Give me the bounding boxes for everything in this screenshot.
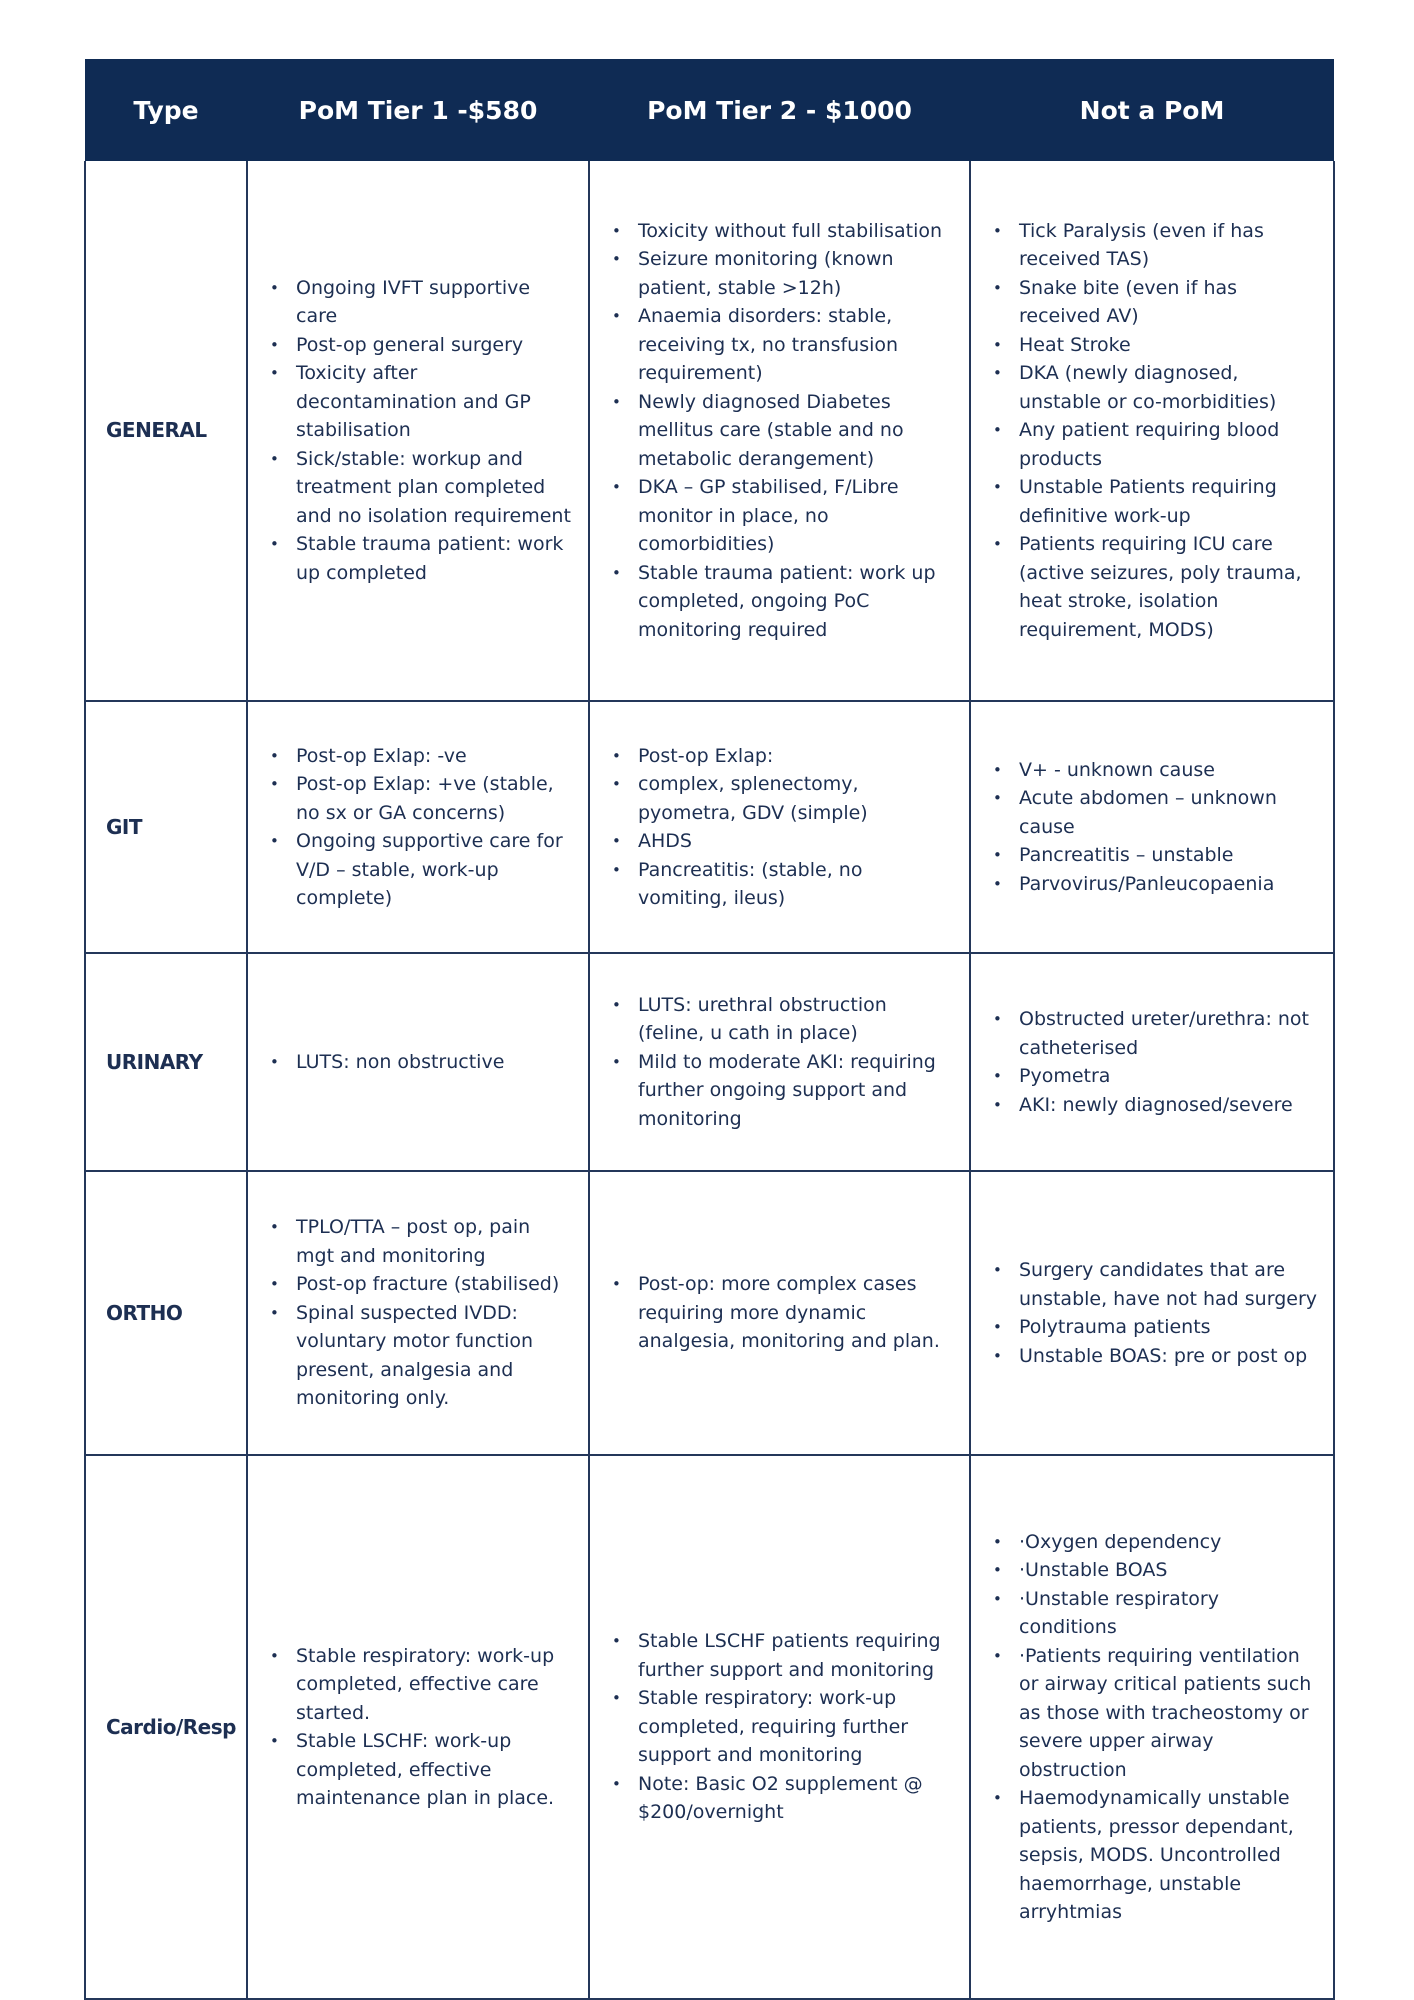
not-pom-cell bbox=[970, 701, 1334, 953]
bullet-list bbox=[993, 1005, 1319, 1119]
bullet-list bbox=[993, 1528, 1319, 1927]
row-type-label: GIT bbox=[85, 701, 247, 953]
list-item: • Unstable Patients requiring definitive work-up bbox=[993, 473, 1319, 530]
list-item: • DKA (newly diagnosed, unstable or co-morbidities) bbox=[993, 359, 1319, 416]
list-item: • Snake bite (even if has received AV) bbox=[993, 274, 1319, 331]
bullet-list bbox=[612, 217, 955, 645]
header-tier-1: PoM Tier 1 -$580 bbox=[247, 59, 589, 161]
not-pom-cell bbox=[970, 161, 1334, 701]
list-item: • Sick/stable: workup and treatment plan completed and no isolation requirement bbox=[270, 445, 574, 531]
list-item: • Patients requiring ICU care (active seizures, poly trauma, heat stroke, isolation requirement, MODS) bbox=[993, 530, 1319, 644]
list-item: • Pyometra bbox=[993, 1062, 1319, 1091]
list-item: • Stable trauma patient: work up completed bbox=[270, 530, 574, 587]
list-item: • LUTS: urethral obstruction (feline, u cath in place) bbox=[612, 991, 955, 1048]
list-item: • Post-op Exlap: +ve (stable, no sx or GA concerns) bbox=[270, 770, 574, 827]
list-item: • ·Oxygen dependency bbox=[993, 1528, 1319, 1557]
list-item: • Tick Paralysis (even if has received TAS) bbox=[993, 217, 1319, 274]
tier-2-cell bbox=[589, 1455, 970, 1999]
list-item: • complex, splenectomy, pyometra, GDV (simple) bbox=[612, 770, 955, 827]
list-item: • Heat Stroke bbox=[993, 331, 1319, 360]
bullet-list bbox=[612, 1627, 955, 1827]
list-item: • Surgery candidates that are unstable, have not had surgery bbox=[993, 1256, 1319, 1313]
bullet-list bbox=[270, 1642, 574, 1813]
table-row bbox=[85, 1455, 1334, 1999]
bullet-list bbox=[993, 217, 1319, 645]
list-item: • Post-op Exlap: -ve bbox=[270, 742, 574, 771]
row-type-label: URINARY bbox=[85, 953, 247, 1171]
table-row bbox=[85, 953, 1334, 1171]
row-type-label: GENERAL bbox=[85, 161, 247, 701]
list-item: • Unstable BOAS: pre or post op bbox=[993, 1342, 1319, 1371]
list-item: • Mild to moderate AKI: requiring further ongoing support and monitoring bbox=[612, 1048, 955, 1134]
tier-1-cell bbox=[247, 701, 589, 953]
row-type-label: ORTHO bbox=[85, 1171, 247, 1455]
list-item: • Stable LSCHF: work-up completed, effective maintenance plan in place. bbox=[270, 1727, 574, 1813]
list-item: • LUTS: non obstructive bbox=[270, 1048, 574, 1077]
tier-1-cell bbox=[247, 953, 589, 1171]
list-item: • Any patient requiring blood products bbox=[993, 416, 1319, 473]
list-item: • V+ - unknown cause bbox=[993, 756, 1319, 785]
table-row bbox=[85, 161, 1334, 701]
header-tier-2: PoM Tier 2 - $1000 bbox=[589, 59, 970, 161]
list-item: • Ongoing supportive care for V/D – stable, work-up complete) bbox=[270, 827, 574, 913]
list-item: • Haemodynamically unstable patients, pressor dependant, sepsis, MODS. Uncontrolled haemorrhage, unstable arryhtmias bbox=[993, 1784, 1319, 1927]
list-item: • Toxicity after decontamination and GP stabilisation bbox=[270, 359, 574, 445]
list-item: • Parvovirus/Panleucopaenia bbox=[993, 870, 1319, 899]
list-item: • Post-op fracture (stabilised) bbox=[270, 1270, 574, 1299]
list-item: • Newly diagnosed Diabetes mellitus care (stable and no metabolic derangement) bbox=[612, 388, 955, 474]
list-item: • Ongoing IVFT supportive care bbox=[270, 274, 574, 331]
bullet-list bbox=[612, 742, 955, 913]
list-item: • DKA – GP stabilised, F/Libre monitor in place, no comorbidities) bbox=[612, 473, 955, 559]
list-item: • Post-op: more complex cases requiring more dynamic analgesia, monitoring and plan. bbox=[612, 1270, 955, 1356]
tier-1-cell bbox=[247, 1455, 589, 1999]
table-header-row bbox=[85, 59, 1334, 161]
pom-tier-table bbox=[84, 59, 1335, 2000]
not-pom-cell bbox=[970, 953, 1334, 1171]
header-not-pom: Not a PoM bbox=[970, 59, 1334, 161]
list-item: • Pancreatitis: (stable, no vomiting, ileus) bbox=[612, 856, 955, 913]
list-item: • Polytrauma patients bbox=[993, 1313, 1319, 1342]
list-item: • Pancreatitis – unstable bbox=[993, 841, 1319, 870]
table-row bbox=[85, 1171, 1334, 1455]
bullet-list bbox=[993, 756, 1319, 899]
list-item: • Toxicity without full stabilisation bbox=[612, 217, 955, 246]
header-type: Type bbox=[85, 59, 247, 161]
tier-2-cell bbox=[589, 1171, 970, 1455]
bullet-list bbox=[270, 274, 574, 588]
list-item: • TPLO/TTA – post op, pain mgt and monitoring bbox=[270, 1213, 574, 1270]
bullet-list bbox=[612, 1270, 955, 1356]
tier-2-cell bbox=[589, 953, 970, 1171]
list-item: • ·Patients requiring ventilation or airway critical patients such as those with tracheostomy or severe upper airway obstruction bbox=[993, 1642, 1319, 1785]
list-item: • Stable LSCHF patients requiring further support and monitoring bbox=[612, 1627, 955, 1684]
table-row bbox=[85, 701, 1334, 953]
list-item: • Acute abdomen – unknown cause bbox=[993, 784, 1319, 841]
list-item: • ·Unstable respiratory conditions bbox=[993, 1585, 1319, 1642]
list-item: • ·Unstable BOAS bbox=[993, 1556, 1319, 1585]
tier-1-cell bbox=[247, 1171, 589, 1455]
bullet-list bbox=[270, 1048, 574, 1077]
bullet-list bbox=[270, 742, 574, 913]
bullet-list bbox=[993, 1256, 1319, 1370]
not-pom-cell bbox=[970, 1171, 1334, 1455]
list-item: • Post-op Exlap: bbox=[612, 742, 955, 771]
tier-2-cell bbox=[589, 161, 970, 701]
row-type-label: Cardio/Resp bbox=[85, 1455, 247, 1999]
tier-2-cell bbox=[589, 701, 970, 953]
list-item: • Note: Basic O2 supplement @ $200/overnight bbox=[612, 1770, 955, 1827]
tier-1-cell bbox=[247, 161, 589, 701]
list-item: • Obstructed ureter/urethra: not catheterised bbox=[993, 1005, 1319, 1062]
list-item: • Seizure monitoring (known patient, stable >12h) bbox=[612, 245, 955, 302]
bullet-list bbox=[612, 991, 955, 1134]
list-item: • Post-op general surgery bbox=[270, 331, 574, 360]
list-item: • AHDS bbox=[612, 827, 955, 856]
list-item: • Stable respiratory: work-up completed, effective care started. bbox=[270, 1642, 574, 1728]
list-item: • Stable respiratory: work-up completed, requiring further support and monitoring bbox=[612, 1684, 955, 1770]
list-item: • Stable trauma patient: work up completed, ongoing PoC monitoring required bbox=[612, 559, 955, 645]
list-item: • AKI: newly diagnosed/severe bbox=[993, 1091, 1319, 1120]
bullet-list bbox=[270, 1213, 574, 1413]
list-item: • Spinal suspected IVDD: voluntary motor function present, analgesia and monitoring only. bbox=[270, 1299, 574, 1413]
not-pom-cell bbox=[970, 1455, 1334, 1999]
list-item: • Anaemia disorders: stable, receiving tx, no transfusion requirement) bbox=[612, 302, 955, 388]
